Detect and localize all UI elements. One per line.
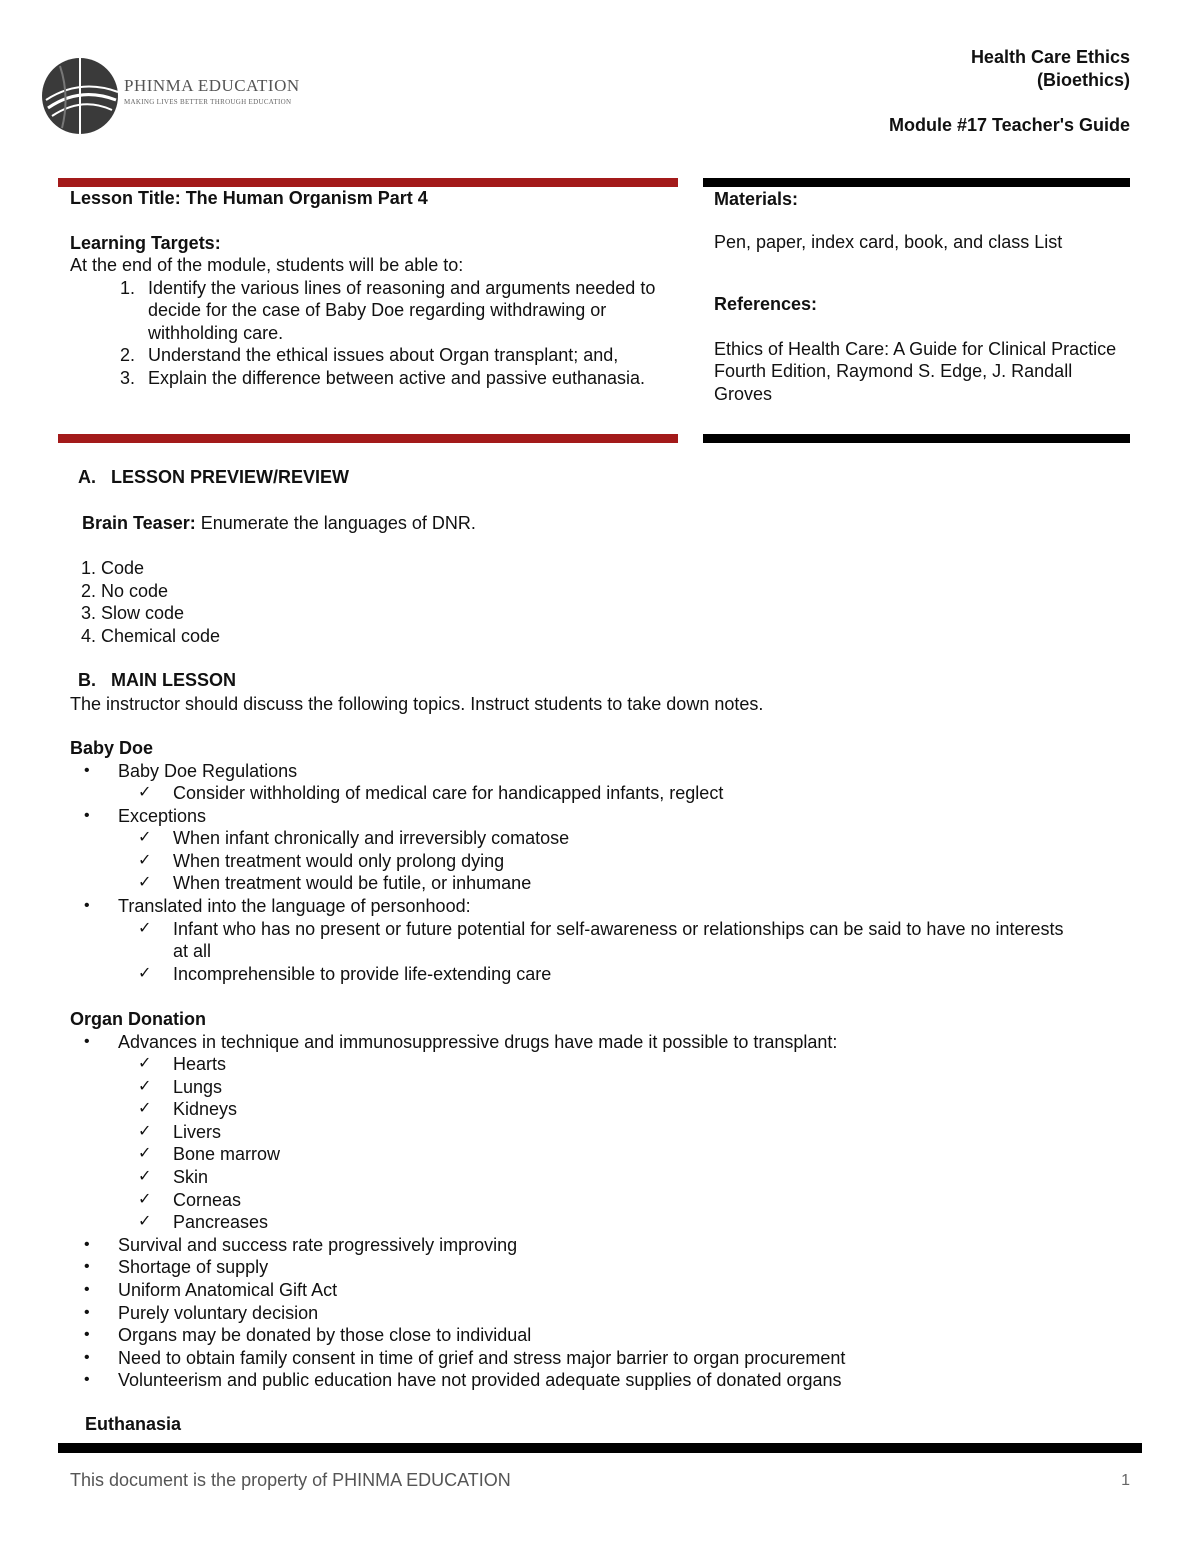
bullet-text: Exceptions	[118, 805, 207, 826]
check-item	[118, 1098, 1120, 1121]
check-item	[118, 1211, 1120, 1234]
logo-globe-icon	[40, 56, 120, 136]
footer-text: This document is the property of PHINMA EDUCATION	[70, 1470, 511, 1490]
checkmark-icon: ✓	[138, 1077, 152, 1095]
page-number: 1	[1121, 1472, 1130, 1489]
check-item	[118, 918, 1080, 963]
check-item	[118, 827, 1080, 850]
brain-teaser	[82, 512, 476, 535]
resources-box	[714, 188, 1124, 405]
check-item	[118, 963, 1080, 986]
section-b-heading: B. MAIN LESSON	[78, 670, 237, 690]
learning-targets-heading: Learning Targets:	[70, 232, 221, 253]
checkmark-icon: ✓	[138, 1145, 152, 1163]
check-list	[118, 918, 1080, 986]
lesson-box	[70, 187, 670, 389]
document-header	[889, 46, 1130, 137]
check-item	[118, 1166, 1120, 1189]
check-item	[118, 1076, 1120, 1099]
check-list	[118, 827, 1080, 895]
logo-tagline: MAKING LIVES BETTER THROUGH EDUCATION	[124, 98, 292, 106]
phinma-logo	[40, 56, 300, 136]
bottom-right-rule	[703, 434, 1130, 443]
checkmark-icon: ✓	[138, 1213, 152, 1231]
check-text: Infant who has no present or future potential for self-awareness or relationships can be said to have no interests at all	[173, 918, 1064, 962]
list-item: 3. Slow code	[81, 603, 185, 623]
list-item: 1. Code	[81, 558, 145, 578]
check-item	[118, 782, 1080, 805]
section-b-intro: The instructor should discuss the following topics. Instruct students to take down notes.	[70, 694, 764, 714]
learning-target: 1. Identify the various lines of reasoning and arguments needed to decide for the case of Baby Doe regarding withdrawing or withholding care.	[140, 277, 670, 345]
top-right-rule	[703, 178, 1130, 187]
bottom-left-rule	[58, 434, 678, 443]
baby-doe-list	[70, 760, 1080, 986]
baby-doe-section	[70, 737, 1080, 985]
checkmark-icon: ✓	[138, 1055, 152, 1073]
learning-targets-intro: At the end of the module, students will be able to:	[70, 255, 464, 275]
list-item: 4. Chemical code	[81, 625, 221, 646]
list-item	[70, 895, 1080, 985]
check-text: Consider withholding of medical care for handicapped infants, reglect	[173, 783, 724, 804]
checkmark-icon: ✓	[138, 1122, 152, 1140]
check-item	[118, 1121, 1120, 1144]
learning-target: 3. Explain the difference between active and passive euthanasia.	[140, 367, 670, 390]
lesson-title: Lesson Title: The Human Organism Part 4	[70, 188, 428, 208]
top-left-rule	[58, 178, 678, 187]
check-list	[118, 782, 1080, 805]
check-text: Livers	[173, 1121, 222, 1142]
list-item: • Volunteerism and public education have not provided adequate supplies of donated organs	[70, 1369, 1120, 1392]
checkmark-icon: ✓	[138, 964, 152, 982]
logo-wordmark: PHINMA EDUCATION	[124, 76, 300, 95]
brain-teaser-text: Enumerate the languages of DNR.	[195, 513, 476, 533]
organ-check-list	[118, 1053, 1120, 1234]
check-text: Lungs	[173, 1076, 223, 1097]
check-text: Skin	[173, 1167, 209, 1188]
bullet-text: Translated into the language of personhood:	[118, 896, 471, 917]
check-text: Kidneys	[173, 1099, 238, 1120]
check-text: Incomprehensible to provide life-extending care	[173, 963, 552, 984]
checkmark-icon: ✓	[138, 829, 152, 847]
check-text: Corneas	[173, 1189, 242, 1210]
organ-donation-list	[70, 1031, 1120, 1393]
materials-heading: Materials:	[714, 189, 799, 209]
learning-targets-list	[70, 277, 670, 390]
list-item: 2. No code	[81, 580, 169, 601]
checkmark-icon: ✓	[138, 1190, 152, 1208]
check-text: Bone marrow	[173, 1144, 281, 1165]
footer-rule	[58, 1443, 1142, 1453]
subject-subtitle: (Bioethics)	[1036, 70, 1130, 90]
list-item	[70, 760, 1080, 805]
list-item	[70, 1031, 1120, 1234]
organ-donation-heading: Organ Donation	[70, 1009, 206, 1029]
euthanasia-heading: Euthanasia	[85, 1414, 182, 1434]
list-item: • Shortage of supply	[70, 1256, 1120, 1279]
section-a-heading: A. LESSON PREVIEW/REVIEW	[78, 467, 350, 487]
bullet-text: Advances in technique and immunosuppressive drugs have made it possible to transplant:	[118, 1031, 838, 1052]
checkmark-icon: ✓	[138, 1100, 152, 1118]
checkmark-icon: ✓	[138, 851, 152, 869]
check-text: When infant chronically and irreversibly comatose	[173, 828, 570, 849]
checkmark-icon: ✓	[138, 1168, 152, 1186]
list-item: • Purely voluntary decision	[70, 1302, 1120, 1325]
checkmark-icon: ✓	[138, 784, 152, 802]
dnr-list	[81, 557, 220, 647]
list-item: • Organs may be donated by those close to individual	[70, 1324, 1120, 1347]
module-title: Module #17 Teacher's Guide	[888, 115, 1130, 135]
brain-teaser-label: Brain Teaser:	[82, 513, 196, 533]
check-text: Hearts	[173, 1054, 227, 1075]
check-item	[118, 1189, 1120, 1212]
check-item	[118, 872, 1080, 895]
check-text: Pancreases	[173, 1212, 269, 1233]
check-item	[118, 1053, 1120, 1076]
check-item	[118, 850, 1080, 873]
list-item: • Need to obtain family consent in time of grief and stress major barrier to organ procurement	[70, 1347, 1120, 1370]
list-item	[70, 805, 1080, 895]
references-text: Ethics of Health Care: A Guide for Clinical Practice Fourth Edition, Raymond S. Edge, J. Randall Groves	[714, 338, 1117, 404]
list-item: • Uniform Anatomical Gift Act	[70, 1279, 1120, 1302]
organ-donation-section	[70, 1008, 1120, 1392]
check-item	[118, 1143, 1120, 1166]
bullet-text: Baby Doe Regulations	[118, 760, 298, 781]
checkmark-icon: ✓	[138, 874, 152, 892]
check-text: When treatment would be futile, or inhumane	[173, 873, 532, 894]
list-item: • Survival and success rate progressively improving	[70, 1234, 1120, 1257]
references-heading: References:	[714, 294, 818, 314]
check-text: When treatment would only prolong dying	[173, 850, 505, 871]
checkmark-icon: ✓	[138, 919, 152, 937]
baby-doe-heading: Baby Doe	[70, 738, 154, 758]
learning-target: 2. Understand the ethical issues about Organ transplant; and,	[140, 344, 670, 367]
materials-text: Pen, paper, index card, book, and class List	[714, 231, 1063, 252]
subject-title: Health Care Ethics	[970, 47, 1130, 67]
